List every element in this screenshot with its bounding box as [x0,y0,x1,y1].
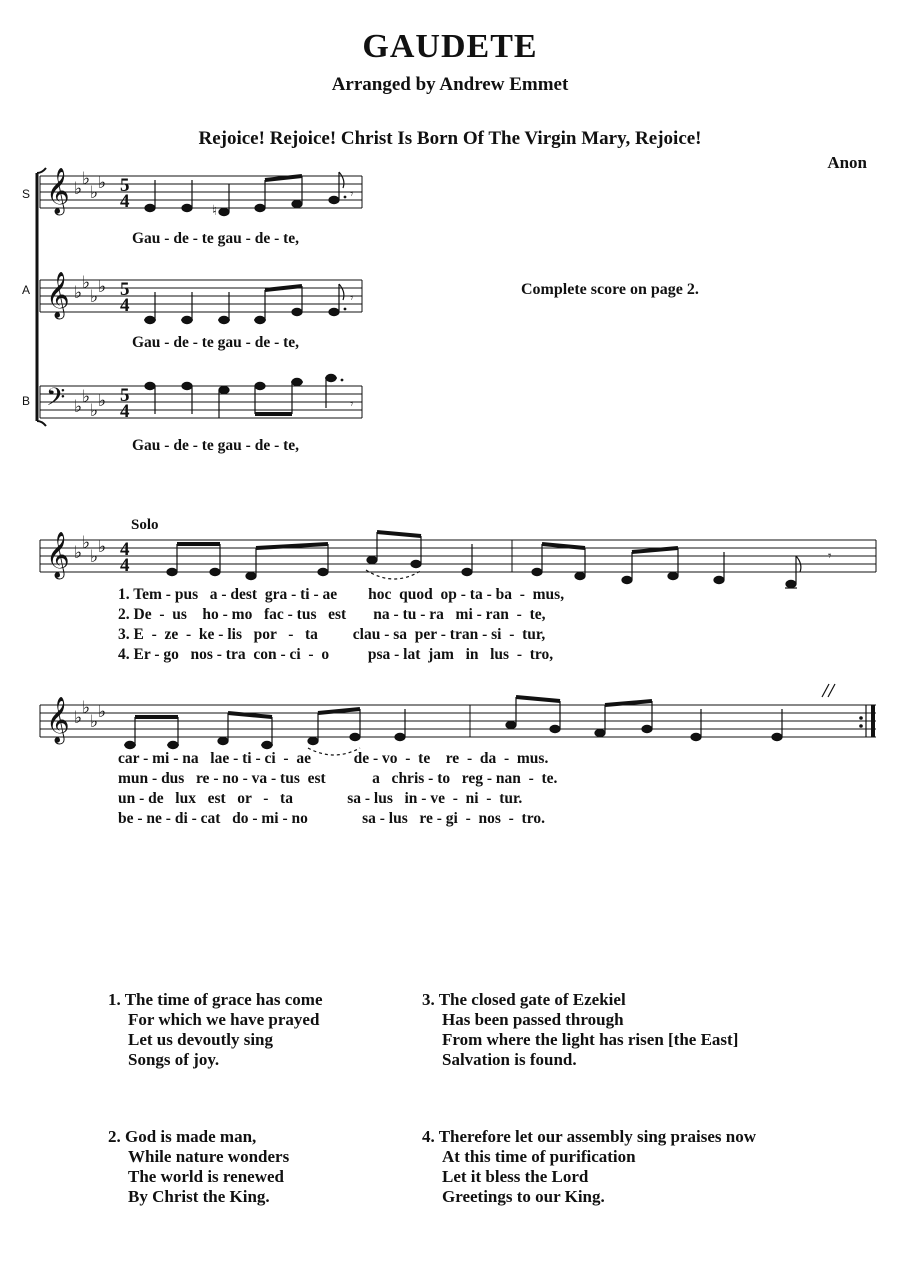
solo-label: Solo [131,517,159,533]
svg-text:♭: ♭ [98,173,107,193]
verse2-lyric-row-2: mun - dus re - no - va - tus est a chris - to reg - nan - te. [118,770,558,787]
svg-text:♭: ♭ [90,401,99,421]
soprano-notes [145,172,354,219]
solo-line2-notes [124,697,782,755]
svg-text:♭: ♭ [74,283,83,303]
svg-text:♭: ♭ [82,169,91,189]
verse4-lyric-row-2: be - ne - di - cat do - mi - no sa - lus re - gi - nos - tro. [118,810,545,827]
song-subtitle: Rejoice! Rejoice! Christ Is Born Of The Virgin Mary, Rejoice! [198,128,702,149]
svg-text:♭: ♭ [98,277,107,297]
svg-text:♭: ♭ [98,391,107,411]
treble-clef-icon: 𝄞 [46,168,70,214]
alto-lyric: Gau - de - te gau - de - te, [132,334,300,351]
verse-line: Songs of joy. [128,1050,220,1069]
verse-1 [108,990,323,1070]
svg-text:♭: ♭ [74,543,83,563]
svg-text:♭: ♭ [90,712,99,732]
verse-line: Let it bless the Lord [442,1167,589,1186]
verse-line: For which we have prayed [128,1010,320,1029]
page-title: GAUDETE [362,28,538,65]
svg-text:♭: ♭ [82,273,91,293]
time-sig-top: 5 [120,175,130,196]
soprano-lyric: Gau - de - te gau - de - te, [132,230,300,247]
verse-line: Let us devoutly sing [128,1030,273,1049]
voice-label-bass: B [22,394,31,408]
treble-clef-icon: 𝄞 [46,272,70,318]
svg-text:♭: ♭ [74,708,83,728]
svg-text:♭: ♭ [90,547,99,567]
verse-3 [422,990,738,1070]
voice-label-alto: A [22,283,31,297]
verse1-lyric-row: 1. Tem - pus a - dest gra - ti - ae hoc quod op - ta - ba - mus, [118,586,565,603]
bass-clef-icon: 𝄢 [46,383,66,418]
verse4-lyric-row: 4. Er - go nos - tra con - ci - o psa - lat jam in lus - tro, [118,646,554,663]
verse-number: 1. [108,990,121,1009]
verse-line: God is made man, [125,1127,257,1146]
verse3-lyric-row: 3. E - ze - ke - lis por - ta clau - sa per - tran - si - tur, [118,626,546,643]
svg-text:♭: ♭ [82,387,91,407]
key-signature-flats [74,169,106,732]
svg-text:𝄾: 𝄾 [350,186,354,201]
verse-line: By Christ the King. [128,1187,270,1206]
verse-line: The closed gate of Ezekiel [438,990,626,1009]
time-sig-bottom: 4 [120,401,130,422]
svg-text:♭: ♭ [98,702,107,722]
svg-text:♭: ♭ [82,533,91,553]
svg-text:♭: ♭ [98,537,107,557]
svg-text:♭: ♭ [90,287,99,307]
verse-number: 4. [422,1127,435,1146]
verse3-lyric-row-2: un - de lux est or - ta sa - lus in - ve - ni - tur. [118,790,523,807]
verse-number: 2. [108,1127,121,1146]
svg-text:♭: ♭ [74,397,83,417]
verse-line: From where the light has risen [the East] [442,1030,739,1049]
svg-text:♮: ♮ [212,204,218,219]
verse-line: At this time of purification [442,1147,636,1166]
svg-text:♭: ♭ [82,698,91,718]
verse2-lyric-row: 2. De - us ho - mo fac - tus est na - tu - ra mi - ran - te, [118,606,546,623]
verse-number: 3. [422,990,435,1009]
solo-staff-1 [40,540,876,572]
svg-text:𝄾: 𝄾 [350,396,354,411]
treble-clef-icon: 𝄞 [46,697,70,743]
arranger-credit: Arranged by Andrew Emmet [331,74,569,95]
voice-label-soprano: S [22,187,31,201]
verse-line: The time of grace has come [124,990,323,1009]
treble-clef-icon: 𝄞 [46,532,70,578]
bass-notes [145,374,354,418]
time-sig-bottom: 4 [120,295,130,316]
time-sig-top: 5 [120,385,130,406]
svg-text:♭: ♭ [90,183,99,203]
verse-4 [422,1127,756,1207]
verse-line: Therefore let our assembly sing praises now [438,1127,757,1146]
verse-line: While nature wonders [128,1147,290,1166]
solo-time-sig-bottom: 4 [120,555,130,576]
solo-staff-2 [40,705,876,737]
score-note: Complete score on page 2. [521,281,699,298]
verse-line: Salvation is found. [442,1050,577,1069]
verse-line: Has been passed through [442,1010,624,1029]
composer-credit: Anon [827,153,867,172]
verse1-lyric-row-2: car - mi - na lae - ti - ci - ae de - vo - te re - da - mus. [118,750,549,767]
verse-line: The world is renewed [128,1167,284,1186]
bass-lyric: Gau - de - te gau - de - te, [132,437,300,454]
svg-text:𝄾: 𝄾 [828,548,832,563]
svg-text:♭: ♭ [74,179,83,199]
solo-time-sig-top: 4 [120,539,130,560]
time-sig-top: 5 [120,279,130,300]
verse-line: Greetings to our King. [442,1187,605,1206]
svg-text:𝄾: 𝄾 [350,290,354,305]
verse-2 [108,1127,289,1207]
time-sig-bottom: 4 [120,191,130,212]
